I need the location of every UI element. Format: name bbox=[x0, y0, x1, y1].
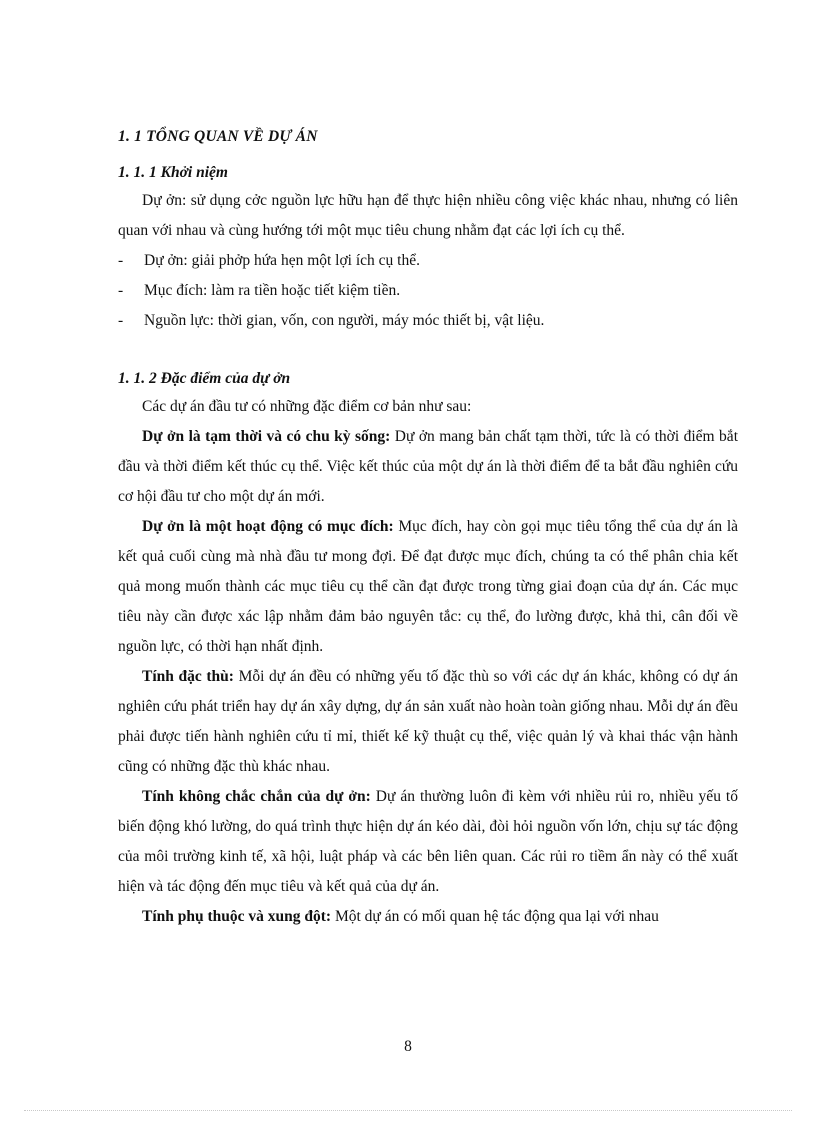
page-bottom-divider bbox=[24, 1110, 792, 1111]
feature-paragraph bbox=[118, 662, 738, 782]
section-title: 1. 1 TỔNG QUAN VỀ DỰ ÁN bbox=[118, 128, 318, 145]
feature-lead: Dự ởn là tạm thời và có chu kỳ sống: bbox=[142, 428, 391, 445]
bullet-dash: - bbox=[118, 312, 124, 329]
feature-text: Mỗi dự án đều có những yếu tố đặc thù so với các dự án khác, không có dự án nghiên cứu phát triển hay dự án xây dựng, dự án sản xuất nào hoàn toàn giống nhau. Mỗi dự án đều phải được tiến hành nghiên cứu tỉ mỉ, thiết kế kỹ thuật cụ thể, việc quản lý và khai thác vận hành cũng có những đặc thù khác nhau. bbox=[118, 668, 738, 775]
bullet-text: Nguồn lực: thời gian, vốn, con người, máy móc thiết bị, vật liệu. bbox=[144, 312, 545, 329]
bullet-dash: - bbox=[118, 252, 124, 269]
feature-lead: Tính đặc thù: bbox=[142, 668, 234, 685]
feature-lead: Tính không chắc chắn của dự ởn: bbox=[142, 788, 371, 805]
feature-text: Dự ởn mang bản chất tạm thời, tức là có thời điểm bắt đầu và thời điểm kết thúc cụ thể. Việc kết thúc của một dự án là thời điểm để ta bắt đầu nghiên cứu cơ hội đầu tư cho một dự án mới. bbox=[118, 428, 738, 505]
spacer bbox=[118, 336, 738, 366]
feature-paragraph bbox=[118, 782, 738, 902]
bullet-text: Mục đích: làm ra tiền hoặc tiết kiệm tiền. bbox=[144, 282, 401, 299]
feature-text: Một dự án có mối quan hệ tác động qua lại với nhau bbox=[331, 908, 659, 925]
feature-text: Mục đích, hay còn gọi mục tiêu tổng thể của dự án là kết quả cuối cùng mà nhà đầu tư mong đợi. Để đạt được mục đích, chúng ta có thể phân chia kết quả mong muốn thành các mục tiêu cụ thể cần đạt được trong từng giai đoạn của dự án. Các mục tiêu này cần được xác lập nhằm đảm bảo nguyên tắc: cụ thể, đo lường được, khả thi, cân đối về nguồn lực, có thời hạn nhất định. bbox=[118, 518, 739, 655]
feature-lead: Dự ởn là một hoạt động có mục đích: bbox=[142, 518, 394, 535]
feature-paragraph bbox=[118, 902, 738, 932]
bullet-dash: - bbox=[118, 282, 124, 299]
feature-lead: Tính phụ thuộc và xung đột: bbox=[142, 908, 332, 925]
bullet-item bbox=[118, 306, 738, 336]
page-number: 8 bbox=[404, 1038, 412, 1055]
subsection-heading-features: 1. 1. 2 Đặc điểm của dự ởn bbox=[118, 370, 291, 387]
bullet-item bbox=[118, 246, 738, 276]
feature-paragraph bbox=[118, 422, 738, 512]
concept-paragraph: Dự ởn: sử dụng cởc nguồn lực hữu hạn để thực hiện nhiều công việc khác nhau, nhưng có liên quan với nhau và cùng hướng tới một mục tiêu chung nhằm đạt các lợi ích cụ thể. bbox=[118, 192, 738, 239]
bullet-text: Dự ởn: giải phởp hứa hẹn một lợi ích cụ thể. bbox=[144, 252, 420, 269]
features-intro: Các dự án đầu tư có những đặc điểm cơ bản như sau: bbox=[142, 398, 472, 415]
subsection-heading-concept: 1. 1. 1 Khởi niệm bbox=[118, 164, 228, 181]
feature-paragraph bbox=[118, 512, 738, 662]
page-content bbox=[118, 128, 738, 932]
feature-text: Dự án thường luôn đi kèm với nhiều rủi ro, nhiều yếu tố biến động khó lường, do quá trình thực hiện dự án kéo dài, đòi hỏi nguồn vốn lớn, chịu sự tác động của môi trường kinh tế, xã hội, luật pháp và các bên liên quan. Các rủi ro tiềm ẩn này có thể xuất hiện và tác động đến mục tiêu và kết quả của dự án. bbox=[118, 788, 738, 895]
bullet-item bbox=[118, 276, 738, 306]
